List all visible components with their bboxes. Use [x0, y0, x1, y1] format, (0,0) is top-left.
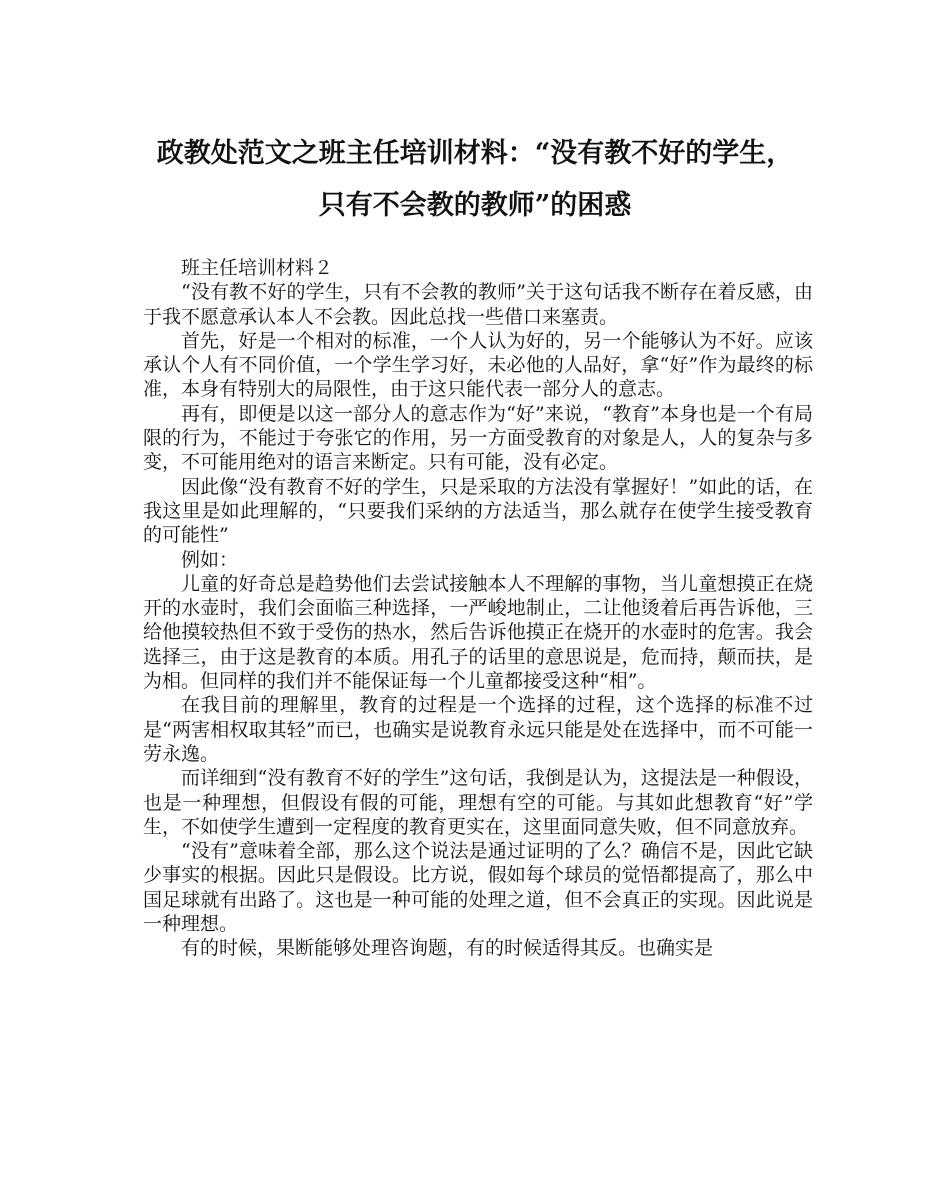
paragraph: 首先，好是一个相对的标准，一个人认为好的，另一个能够认为不好。应该承认个人有不同价值，一个学生学习好，未必他的人品好，拿“好”作为最终的标准，本身有特别大的局限性，由于这只能代表一部分人的意志。: [143, 329, 813, 401]
paragraph: 班主任培训材料２: [181, 257, 334, 279]
document-body: [143, 256, 813, 961]
paragraph: “没有”意味着全部，那么这个说法是通过证明的了么？确信不是，因此它缺少事实的根据。因此只是假设。比方说，假如每个球员的觉悟都提高了，那么中国足球就有出路了。这也是一种可能的处理之道，但不会真正的实现。因此说是一种理想。: [143, 840, 813, 936]
paragraph: 例如：: [181, 548, 239, 571]
paragraph: 而详细到“没有教育不好的学生”这句话，我倒是认为，这提法是一种假设，也是一种理想，但假设有假的可能，理想有空的可能。与其如此想教育“好”学生，不如使学生遭到一定程度的教育更实在，这里面同意失败，但不同意放弃。: [143, 767, 813, 838]
document-title: [120, 128, 830, 232]
paragraph: 有的时候，果断能够处理咨询题，有的时候适得其反。也确实是: [181, 937, 714, 960]
paragraph: 在我目前的理解里，教育的过程是一个选择的过程，这个选择的标准不过是“两害相权取其轻”而已，也确实是说教育永远只能是处在选择中，而不可能一劳永逸。: [143, 694, 813, 765]
paragraph: 儿童的好奇总是趋势他们去尝试接触本人不理解的事物，当儿童想摸正在烧开的水壶时，我们会面临三种选择，一严峻地制止，二让他烫着后再告诉他，三给他摸较热但不致于受伤的热水，然后告诉他摸正在烧开的水壶时的危害。我会选择三，由于这是教育的本质。用孔子的话里的意思说是，危而持，颠而扶，是为相。但同样的我们并不能保证每一个儿童都接受这种“相”。: [143, 572, 813, 693]
title-line-2: 只有不会教的教师”的困惑: [318, 190, 632, 221]
paragraph: 再有，即便是以这一部分人的意志作为“好”来说，“教育”本身也是一个有局限的行为，不能过于夸张它的作用，另一方面受教育的对象是人，人的复杂与多变，不可能用绝对的语言来断定。只有可能，没有必定。: [143, 402, 813, 474]
paragraph: 因此像“没有教育不好的学生，只是采取的方法没有掌握好！”如此的话，在我这里是如此理解的，“只要我们采纳的方法适当，那么就存在使学生接受教育的可能性”: [143, 475, 813, 547]
title-line-1: 政教处范文之班主任培训材料：“没有教不好的学生，: [156, 138, 794, 169]
paragraph: “没有教不好的学生，只有不会教的教师”关于这句话我不断存在着反感，由于我不愿意承认本人不会教。因此总找一些借口来塞责。: [143, 281, 813, 328]
